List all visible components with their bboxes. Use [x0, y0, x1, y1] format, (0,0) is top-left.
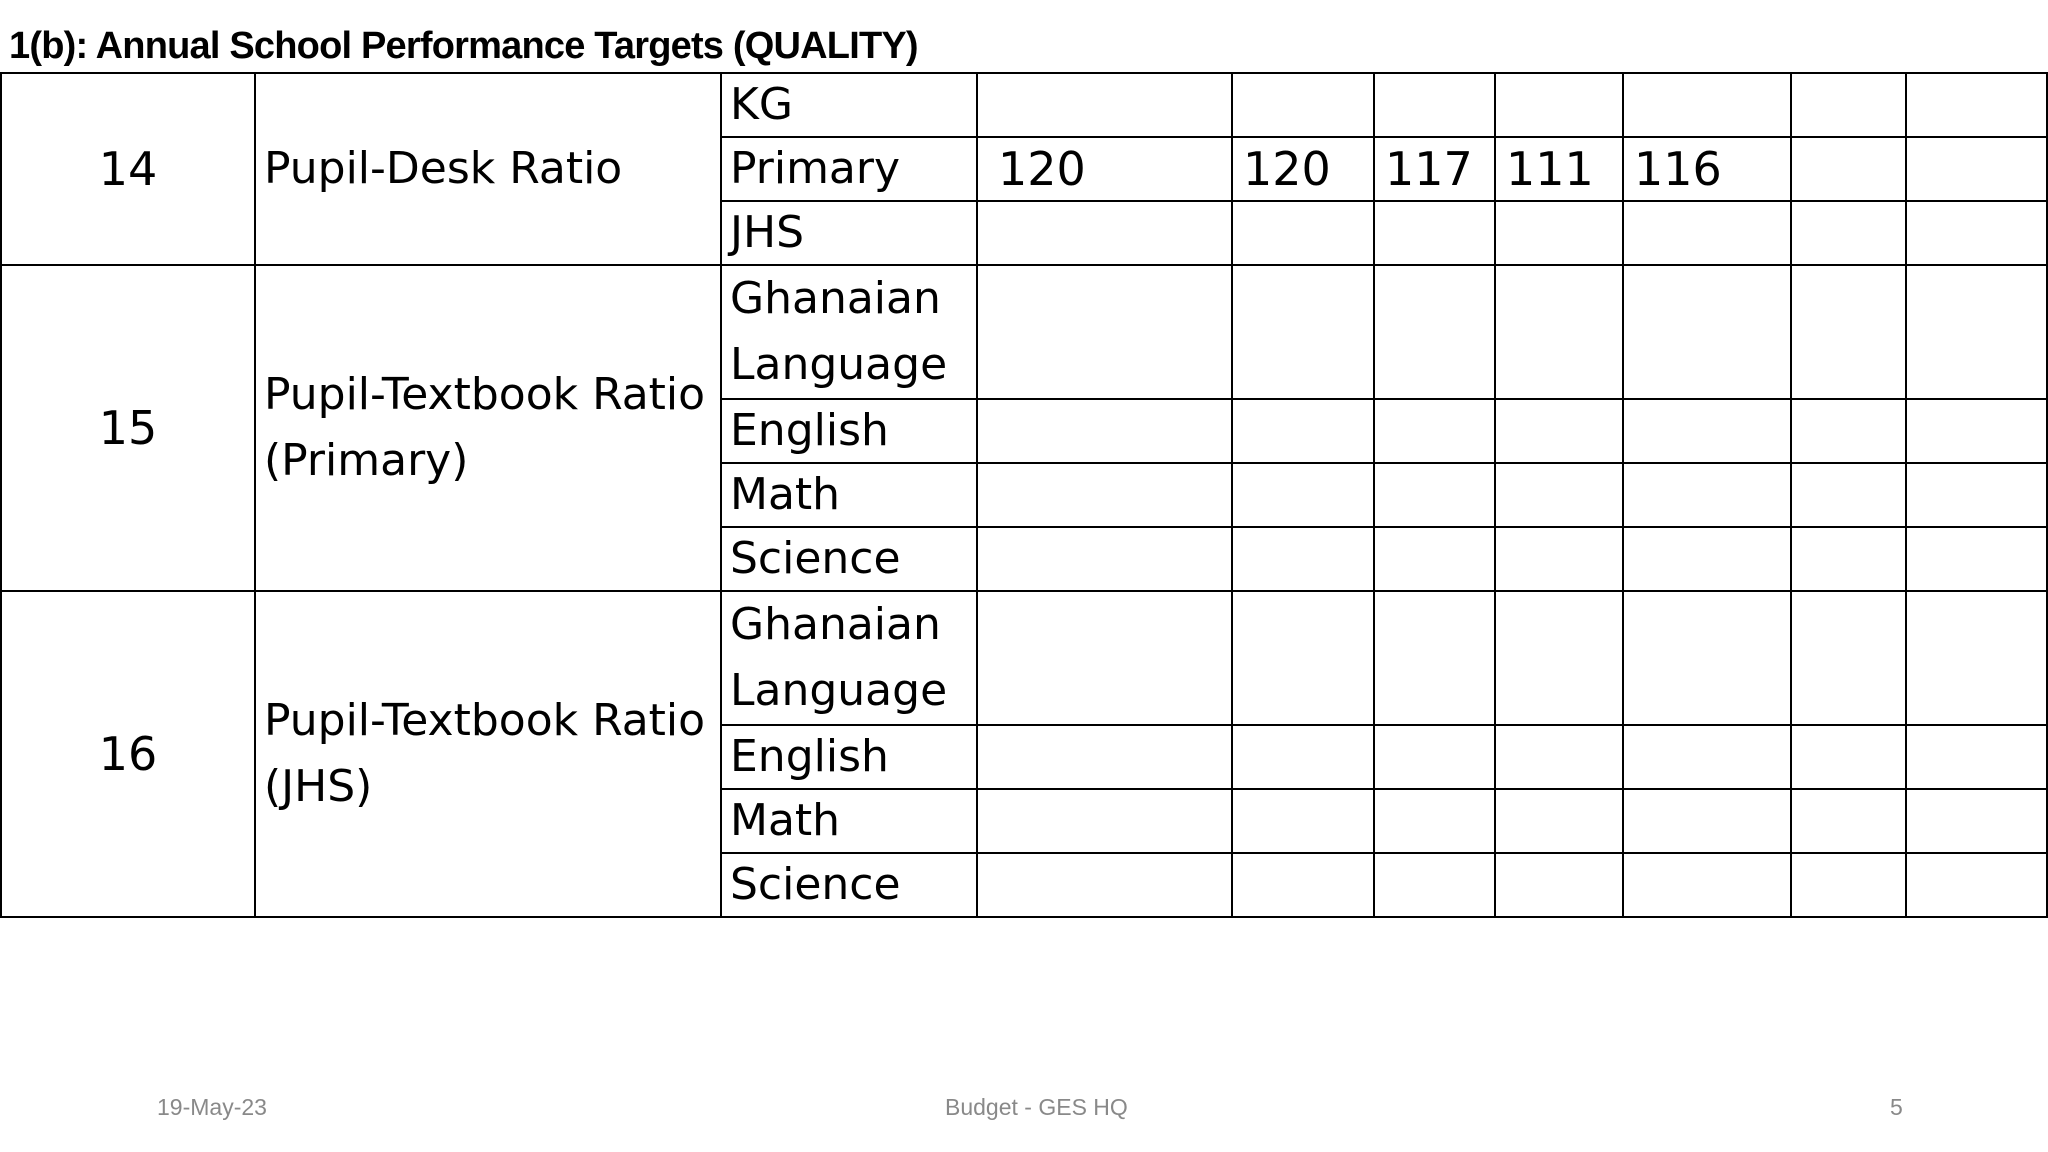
value-cell [1374, 853, 1495, 917]
value-cell [1495, 527, 1623, 591]
value-cell [1495, 399, 1623, 463]
value-cell: 120 [1232, 137, 1374, 201]
indicator-name: Pupil-Textbook Ratio (JHS) [255, 591, 721, 917]
value-cell [1623, 463, 1791, 527]
footer-title: Budget - GES HQ [945, 1094, 1128, 1120]
value-cell: 117 [1374, 137, 1495, 201]
value-cell [1791, 591, 1906, 725]
value-cell [1623, 265, 1791, 399]
page-number: 5 [1890, 1094, 1903, 1120]
value-cell [1906, 789, 2047, 853]
value-cell [1623, 201, 1791, 265]
value-cell: 116 [1623, 137, 1791, 201]
table-row [1, 591, 2047, 725]
level-label: KG [721, 73, 977, 137]
value-cell [1791, 265, 1906, 399]
value-cell [1374, 591, 1495, 725]
value-cell [1906, 201, 2047, 265]
value-cell [1374, 399, 1495, 463]
value-cell [1791, 73, 1906, 137]
table-row [1, 265, 2047, 399]
value-cell [1906, 399, 2047, 463]
indicator-number: 14 [1, 73, 255, 265]
level-label: Primary [721, 137, 977, 201]
indicator-number: 16 [1, 591, 255, 917]
value-cell [1495, 853, 1623, 917]
value-cell [1906, 265, 2047, 399]
value-cell [1906, 725, 2047, 789]
value-cell [1906, 73, 2047, 137]
value-cell [1906, 463, 2047, 527]
value-cell [1623, 725, 1791, 789]
value-cell [1791, 725, 1906, 789]
subject-label: English [721, 725, 977, 789]
subject-label: Ghanaian Language [721, 591, 977, 725]
value-cell [977, 853, 1232, 917]
value-cell [1232, 73, 1374, 137]
value-cell [1495, 789, 1623, 853]
value-cell [1623, 853, 1791, 917]
value-cell [1906, 853, 2047, 917]
value-cell [977, 201, 1232, 265]
value-cell [1623, 789, 1791, 853]
value-cell [1791, 399, 1906, 463]
value-cell [1495, 201, 1623, 265]
value-cell [1374, 789, 1495, 853]
subject-label: Math [721, 789, 977, 853]
table-row [1, 73, 2047, 137]
value-cell [1495, 73, 1623, 137]
value-cell [1374, 725, 1495, 789]
value-cell [1232, 591, 1374, 725]
value-cell [977, 73, 1232, 137]
value-cell [1374, 527, 1495, 591]
value-cell [1232, 463, 1374, 527]
footer-date: 19-May-23 [157, 1094, 267, 1120]
value-cell [1232, 399, 1374, 463]
value-cell: 120 [977, 137, 1232, 201]
value-cell [1623, 591, 1791, 725]
performance-targets-table [0, 72, 2048, 918]
level-label: JHS [721, 201, 977, 265]
value-cell [1906, 527, 2047, 591]
indicator-name: Pupil-Desk Ratio [255, 73, 721, 265]
subject-label: Science [721, 527, 977, 591]
value-cell [1232, 853, 1374, 917]
value-cell [977, 527, 1232, 591]
value-cell [1232, 789, 1374, 853]
value-cell [977, 789, 1232, 853]
value-cell [1495, 725, 1623, 789]
value-cell [977, 725, 1232, 789]
value-cell [977, 463, 1232, 527]
value-cell [1374, 201, 1495, 265]
value-cell [1906, 137, 2047, 201]
value-cell [1374, 463, 1495, 527]
value-cell [1906, 591, 2047, 725]
value-cell [977, 265, 1232, 399]
value-cell: 111 [1495, 137, 1623, 201]
value-cell [1495, 591, 1623, 725]
value-cell [1791, 527, 1906, 591]
slide-title: 1(b): Annual School Performance Targets (QUALITY) [9, 25, 918, 67]
indicator-number: 15 [1, 265, 255, 591]
value-cell [1623, 399, 1791, 463]
value-cell [1791, 137, 1906, 201]
value-cell [1374, 73, 1495, 137]
value-cell [1232, 527, 1374, 591]
subject-label: English [721, 399, 977, 463]
value-cell [1791, 201, 1906, 265]
value-cell [1495, 265, 1623, 399]
value-cell [1232, 201, 1374, 265]
subject-label: Science [721, 853, 977, 917]
value-cell [1232, 265, 1374, 399]
value-cell [1232, 725, 1374, 789]
subject-label: Math [721, 463, 977, 527]
value-cell [1791, 853, 1906, 917]
indicator-name: Pupil-Textbook Ratio (Primary) [255, 265, 721, 591]
value-cell [1623, 527, 1791, 591]
value-cell [977, 399, 1232, 463]
value-cell [1791, 463, 1906, 527]
subject-label: Ghanaian Language [721, 265, 977, 399]
value-cell [1374, 265, 1495, 399]
value-cell [1495, 463, 1623, 527]
value-cell [1791, 789, 1906, 853]
value-cell [1623, 73, 1791, 137]
value-cell [977, 591, 1232, 725]
